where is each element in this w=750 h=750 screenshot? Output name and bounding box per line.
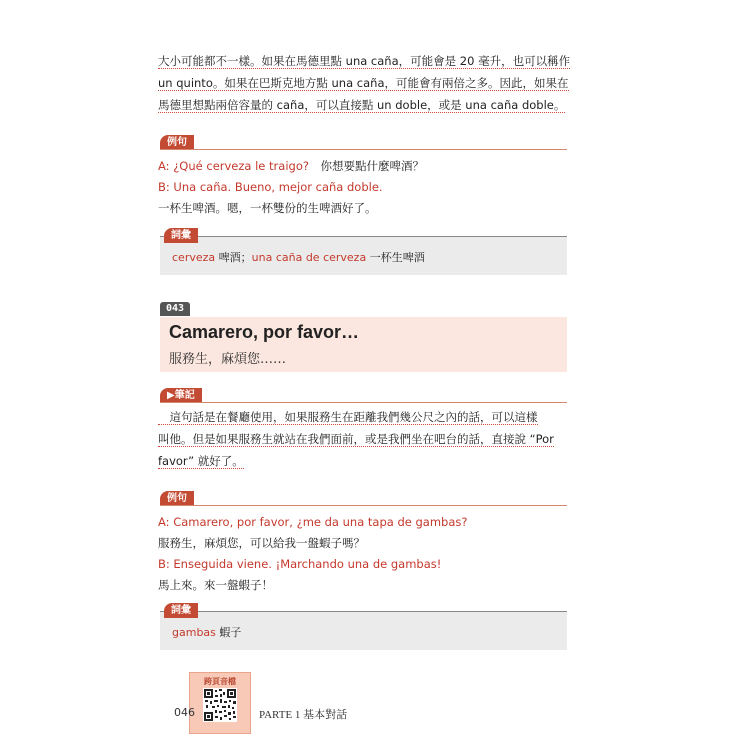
vocab-meaning: 蝦子 — [215, 626, 242, 639]
vocab-word: cerveza — [172, 251, 216, 264]
intro-line: un quinto。如果在巴斯克地方點 una caña，可能會有兩倍之多。因此，如果在 — [158, 76, 569, 90]
example-line-a-chinese: 你想要點什麼啤酒？ — [320, 159, 424, 173]
example-line-a-spanish: A: Camarero, por favor, ¿me da una tapa de gambas? — [158, 515, 468, 529]
example-line-a-chinese: 服務生，麻煩您，可以給我一盤蝦子嗎？ — [158, 536, 365, 550]
example-block — [158, 512, 568, 596]
example-line-b-chinese: 馬上來。來一盤蝦子！ — [158, 578, 273, 592]
section-number: 043 — [160, 302, 190, 316]
vocab-box — [160, 236, 567, 275]
divider — [160, 149, 567, 150]
divider — [160, 402, 567, 403]
example-tag: 例句 — [160, 491, 194, 506]
note-line: 叫他。但是如果服務生就站在我們面前，或是我們坐在吧台的話，直接說 “Por — [158, 432, 554, 446]
divider — [160, 505, 567, 506]
example-line-b-spanish: B: Una caña. Bueno, mejor caña doble. — [158, 180, 383, 194]
section-banner — [160, 317, 567, 372]
vocab-tag: 詞彙 — [164, 603, 198, 618]
note-line: 這句話是在餐廳使用，如果服務生在距離我們幾公尺之內的話，可以這樣 — [158, 410, 538, 424]
audio-qr-box[interactable] — [189, 672, 251, 734]
vocab-word: gambas — [172, 626, 216, 639]
vocab-word: una caña de cerveza — [251, 251, 367, 264]
example-line-b-spanish: B: Enseguida viene. ¡Marchando una de gambas! — [158, 557, 442, 571]
vocab-tag: 詞彙 — [164, 228, 198, 243]
intro-line: 馬德里想點兩倍容量的 caña，可以直接點 un doble，或是 una caña doble。 — [158, 98, 566, 112]
vocab-meaning: 啤酒； — [215, 251, 252, 264]
section-title-chinese: 服務生，麻煩您…… — [169, 352, 287, 367]
vocab-meaning: 一杯生啤酒 — [366, 251, 425, 264]
running-footer-title: PARTE 1 基本對話 — [259, 709, 348, 721]
vocab-box — [160, 611, 567, 650]
section-title-spanish: Camarero, por favor… — [169, 322, 360, 342]
page-number: 046 — [174, 706, 195, 719]
example-line-b-chinese: 一杯生啤酒。嗯，一杯雙份的生啤酒好了。 — [158, 201, 377, 215]
example-block — [158, 156, 568, 219]
example-tag: 例句 — [160, 135, 194, 150]
note-tag: ▶筆記 — [160, 388, 202, 403]
example-line-a-spanish: A: ¿Qué cerveza le traigo? — [158, 159, 309, 173]
intro-paragraph — [158, 50, 571, 116]
note-paragraph — [158, 406, 568, 472]
note-line: favor” 就好了。 — [158, 454, 244, 468]
qr-code-icon — [203, 688, 237, 722]
intro-line: 大小可能都不一樣。如果在馬德里點 una caña，可能會是 20 毫升，也可以稱作 — [158, 54, 571, 68]
qr-label: 跨頁音檔 — [204, 677, 236, 686]
